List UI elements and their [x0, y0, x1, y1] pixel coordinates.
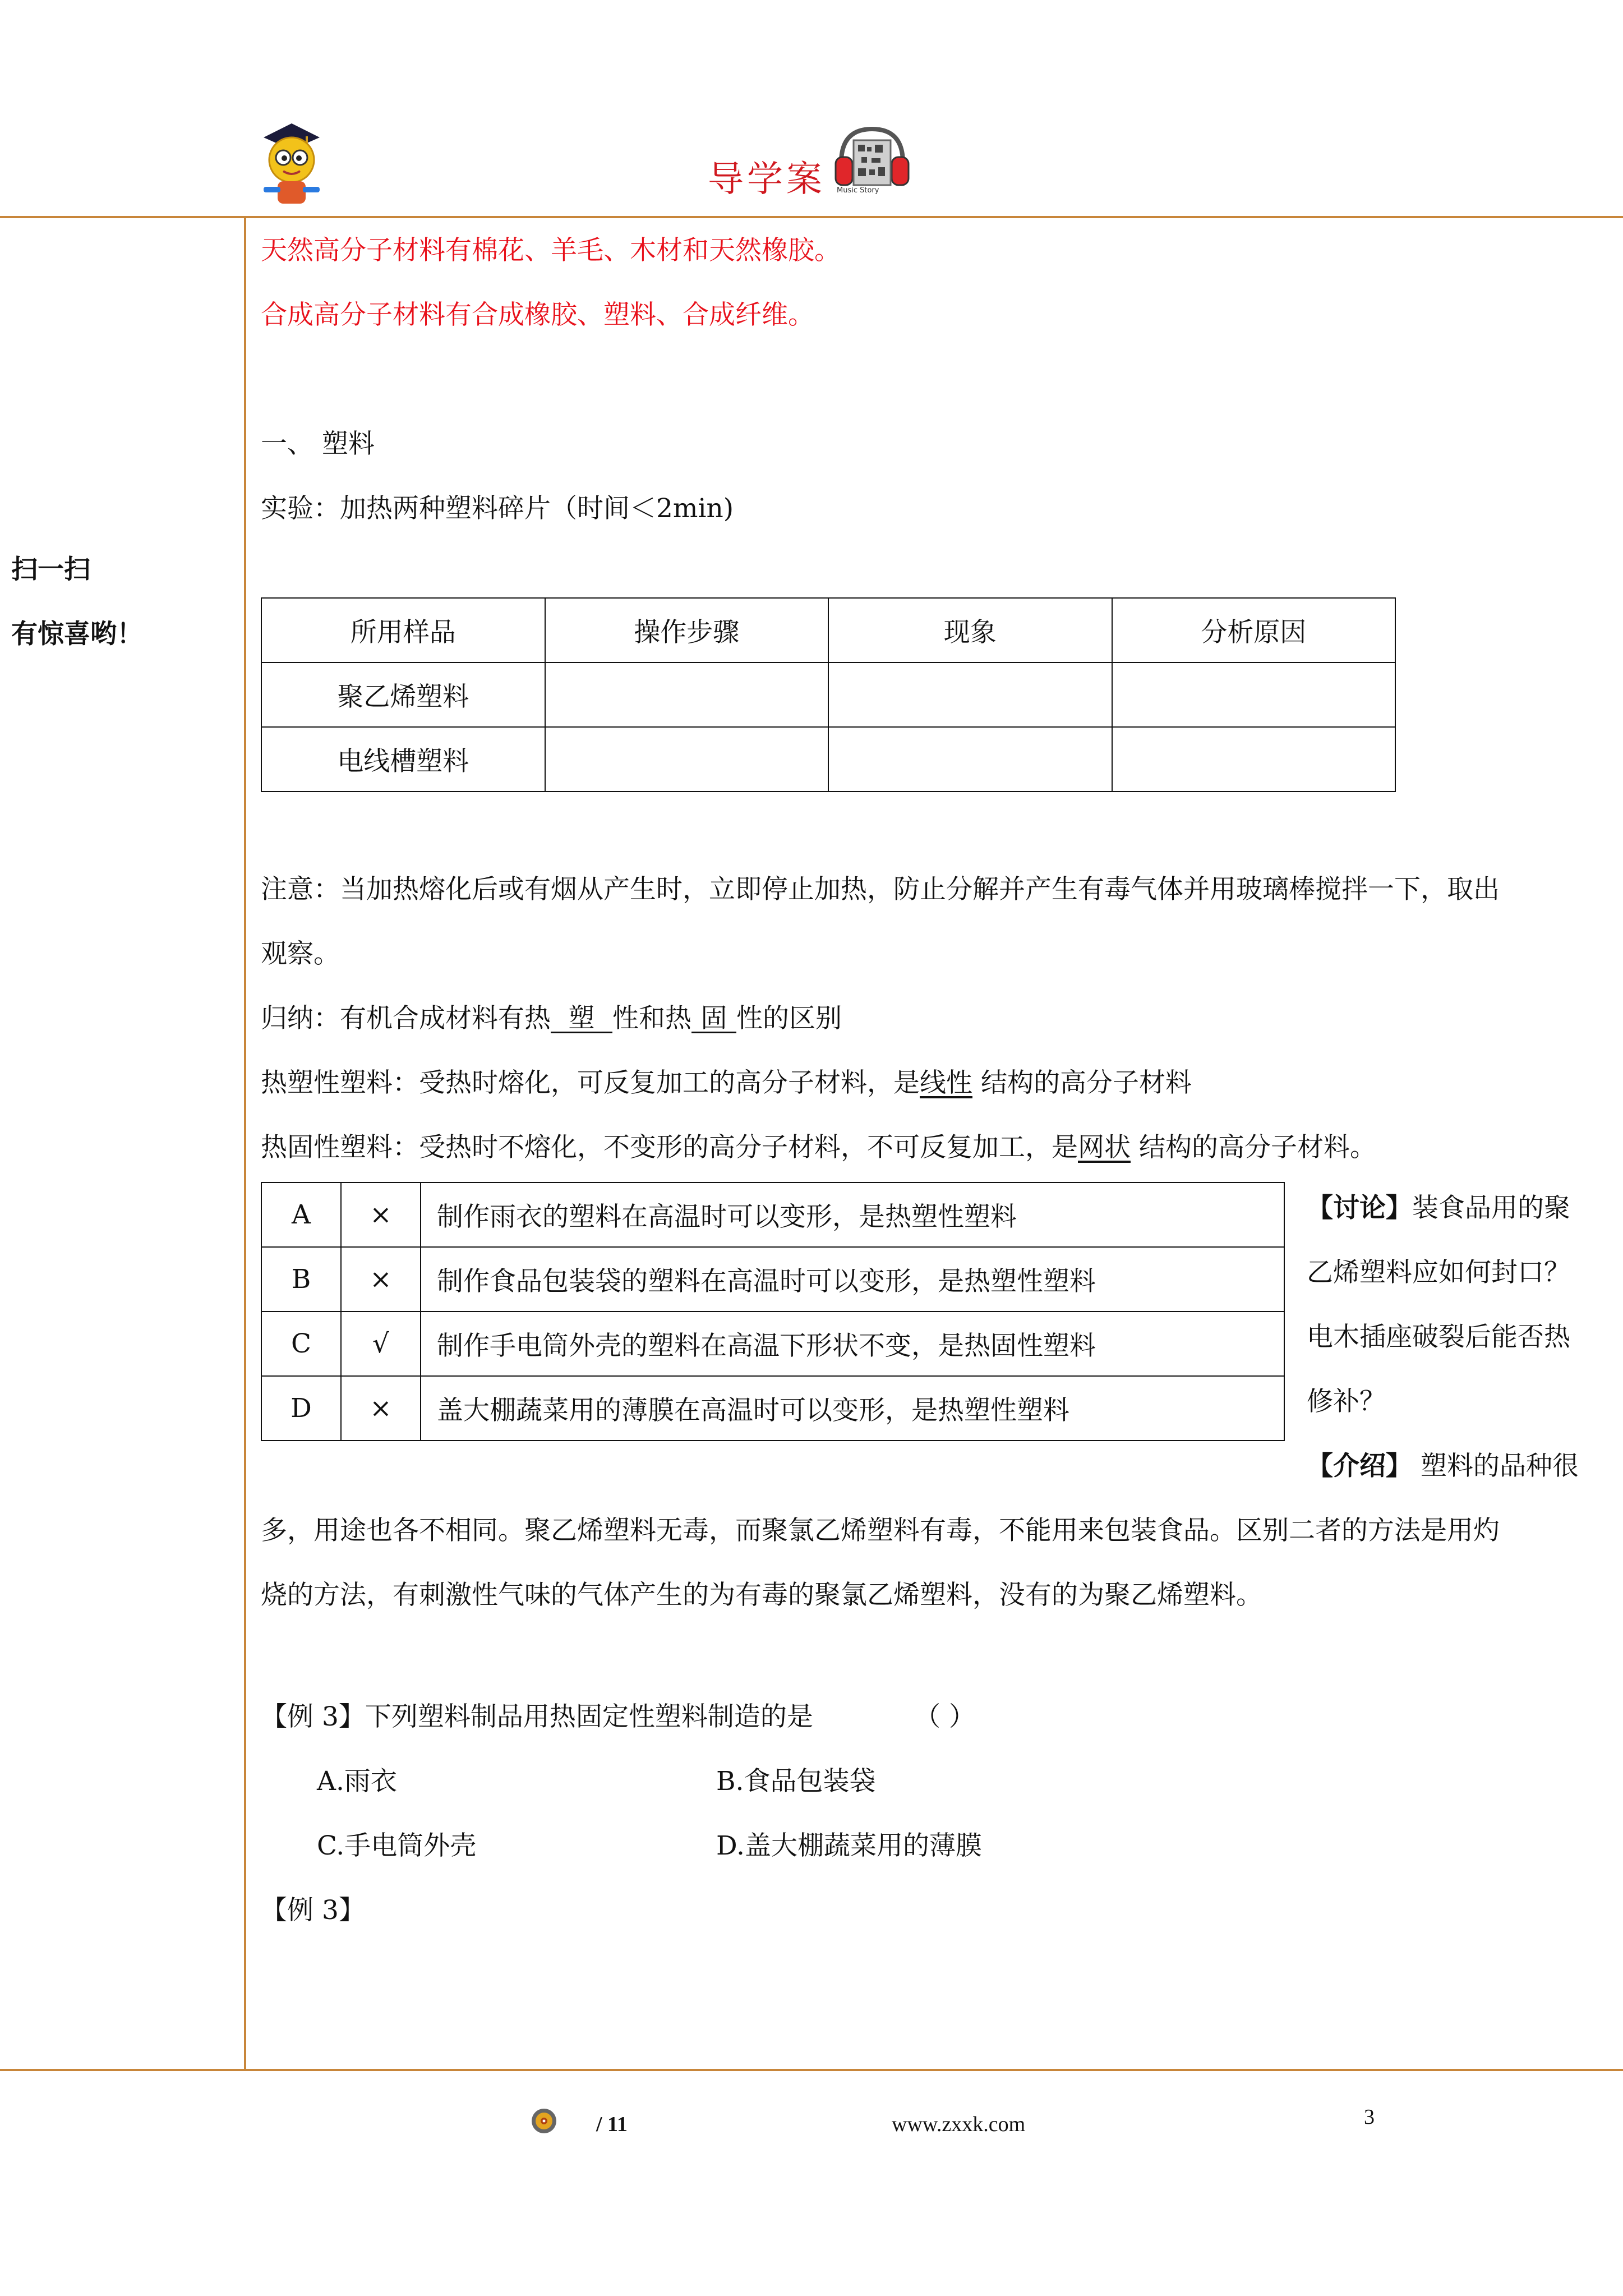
table-row [261, 662, 1395, 727]
sidebar-scan-label: 扫一扫 [11, 554, 90, 585]
table-header-cell: 所用样品 [261, 598, 545, 662]
summary-blank-set: 固 [691, 1005, 736, 1033]
synthetic-polymers: 合成高分子材料有合成橡胶、塑料、合成纤维。 [261, 300, 814, 330]
caution-line-1: 注意：当加热熔化后或有烟从产生时，立即停止加热，防止分解并产生有毒气体并用玻璃棒搅拌一下，取出 [261, 874, 1500, 905]
discussion-line-1 [1307, 1195, 1570, 1221]
experiment-description: 实验：加热两种塑料碎片（时间＜2min) [261, 493, 734, 524]
page-total: / 11 [596, 2113, 628, 2136]
table-row [261, 1247, 1284, 1312]
table-cell: 聚乙烯塑料 [261, 662, 545, 727]
option-letter: C [261, 1312, 341, 1376]
table-cell [545, 662, 829, 727]
thermoset-prefix: 热固性塑料：受热时不熔化，不变形的高分子材料，不可反复加工，是 [261, 1132, 1078, 1163]
table-header-cell: 现象 [828, 598, 1112, 662]
footer-divider [0, 2069, 1623, 2071]
statement-text: 制作手电筒外壳的塑料在高温下形状不变，是热固性塑料 [421, 1312, 1284, 1376]
thermoplastic-suffix: 结构的高分子材料 [980, 1068, 1192, 1098]
table-cell [1112, 662, 1396, 727]
thermoplastic-prefix: 热塑性塑料：受热时熔化，可反复加工的高分子材料，是 [261, 1068, 920, 1098]
summary-line [261, 1005, 842, 1033]
summary-suffix: 性的区别 [736, 1003, 842, 1034]
table-cell [1112, 727, 1396, 792]
introduction-line-1 [1307, 1453, 1579, 1479]
thermoset-line [261, 1134, 1376, 1161]
header-stamp-caption: Music Story [837, 186, 879, 195]
option-b: B.食品包装袋 [716, 1766, 876, 1797]
disc-icon [531, 2108, 557, 2134]
summary-mid: 性和热 [612, 1003, 691, 1034]
page-number: 3 [1364, 2105, 1375, 2129]
table-row [261, 1182, 1284, 1247]
judgement-table [261, 1182, 1285, 1441]
caution-line-2: 观察。 [261, 938, 340, 969]
table-cell [828, 727, 1112, 792]
discussion-line-3: 电木插座破裂后能否热 [1307, 1322, 1570, 1352]
example-answer-label: 【例 3】 [261, 1895, 365, 1926]
table-row [261, 1312, 1284, 1376]
thermoplastic-line [261, 1070, 1192, 1096]
option-c: C.手电筒外壳 [317, 1830, 477, 1861]
table-header-row [261, 598, 1395, 662]
introduction-line-2: 多，用途也各不相同。聚乙烯塑料无毒，而聚氯乙烯塑料有毒，不能用来包装食品。区别二者的方法是用灼 [261, 1515, 1500, 1546]
sidebar-surprise-label: 有惊喜哟！ [11, 619, 143, 650]
discussion-line-2: 乙烯塑料应如何封口？ [1307, 1257, 1570, 1288]
discussion-text: 装食品用的聚 [1412, 1193, 1570, 1223]
section-heading-plastics: 一、 塑料 [261, 429, 375, 459]
table-header-cell: 操作步骤 [545, 598, 829, 662]
statement-text: 制作雨衣的塑料在高温时可以变形，是热塑性塑料 [421, 1182, 1284, 1247]
thermoset-suffix: 结构的高分子材料。 [1138, 1132, 1376, 1163]
option-d: D.盖大棚蔬菜用的薄膜 [716, 1830, 982, 1861]
introduction-text: 塑料的品种很 [1420, 1451, 1579, 1481]
experiment-table [261, 597, 1396, 792]
discussion-label: 【讨论】 [1307, 1193, 1412, 1223]
column-divider [244, 216, 246, 2070]
footer-url[interactable]: www.zxxk.com [892, 2113, 1026, 2136]
example-question [261, 1701, 813, 1732]
option-a: A.雨衣 [317, 1766, 397, 1797]
introduction-label: 【介绍】 [1307, 1451, 1412, 1481]
example-question-text: 下列塑料制品用热固定性塑料制造的是 [365, 1701, 813, 1732]
table-cell [545, 727, 829, 792]
discussion-line-4: 修补？ [1307, 1386, 1386, 1417]
option-letter: D [261, 1376, 341, 1441]
option-letter: A [261, 1182, 341, 1247]
natural-polymers: 天然高分子材料有棉花、羊毛、木材和天然橡胶。 [261, 235, 841, 266]
header-title: 导学案 [708, 159, 826, 200]
judgement-mark: × [341, 1247, 421, 1312]
example-label: 【例 3】 [261, 1701, 365, 1732]
statement-text: 盖大棚蔬菜用的薄膜在高温时可以变形，是热塑性塑料 [421, 1376, 1284, 1441]
table-cell: 电线槽塑料 [261, 727, 545, 792]
thermoplastic-blank: 线性 [920, 1068, 972, 1098]
thermoset-blank: 网状 [1078, 1132, 1131, 1163]
table-row [261, 1376, 1284, 1441]
introduction-line-3: 烧的方法，有刺激性气味的气体产生的为有毒的聚氯乙烯塑料，没有的为聚乙烯塑料。 [261, 1580, 1262, 1611]
option-letter: B [261, 1247, 341, 1312]
table-cell [828, 662, 1112, 727]
table-header-cell: 分析原因 [1112, 598, 1396, 662]
answer-bracket: （ ） [914, 1701, 975, 1732]
judgement-mark: × [341, 1376, 421, 1441]
summary-blank-plastic: 塑 [551, 1005, 612, 1033]
judgement-mark: × [341, 1182, 421, 1247]
mascot-logo [252, 115, 331, 210]
summary-prefix: 归纳：有机合成材料有热 [261, 1003, 551, 1034]
judgement-mark: √ [341, 1312, 421, 1376]
table-row [261, 727, 1395, 792]
statement-text: 制作食品包装袋的塑料在高温时可以变形，是热塑性塑料 [421, 1247, 1284, 1312]
